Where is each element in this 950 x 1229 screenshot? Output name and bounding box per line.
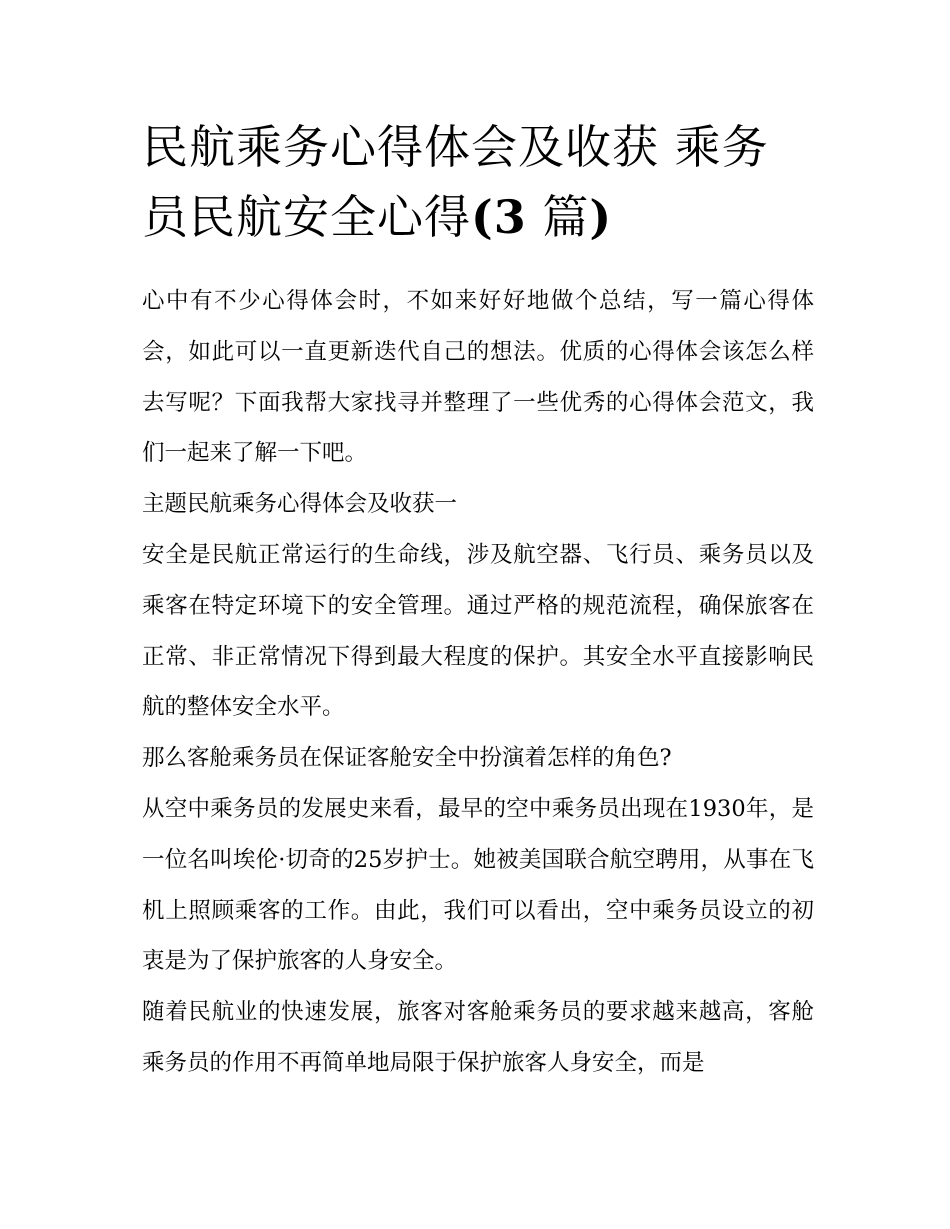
title-line-2-unit: 篇 <box>542 190 590 244</box>
title-line-2-close: ) <box>589 190 613 244</box>
paragraph-history: 从空中乘务员的发展史来看，最早的空中乘务员出现在1930年，是一位名叫埃伦·切奇的25岁护士。她被美国联合航空聘用，从事在飞机上照顾乘客的工作。由此，我们可以看出，空中乘务员设立的初衷是为了保护旅客的人身安全。 <box>142 795 814 975</box>
paragraph-question: 那么客舱乘务员在保证客舱安全中扮演着怎样的角色? <box>142 745 672 772</box>
title-line-2-count: (3 <box>471 190 527 244</box>
document-body <box>142 276 814 1089</box>
paragraph-development: 随着民航业的快速发展，旅客对客舱乘务员的要求越来越高，客舱乘务员的作用不再简单地局限于保护旅客人身安全，而是 <box>142 999 814 1076</box>
paragraph-section-heading: 主题民航乘务心得体会及收获一 <box>142 491 458 518</box>
document-title <box>142 112 814 252</box>
paragraph-safety: 安全是民航正常运行的生命线，涉及航空器、飞行员、乘务员以及乘客在特定环境下的安全管理。通过严格的规范流程，确保旅客在正常、非正常情况下得到最大程度的保护。其安全水平直接影响民航的整体安全水平。 <box>142 541 814 721</box>
title-line-2-prefix: 员民航安全心得 <box>142 190 471 244</box>
title-line-1: 民航乘务心得体会及收获 乘务 <box>142 120 769 174</box>
document-page <box>142 112 814 1089</box>
paragraph-intro: 心中有不少心得体会时，不如来好好地做个总结，写一篇心得体会，如此可以一直更新迭代自己的想法。优质的心得体会该怎么样去写呢？下面我帮大家找寻并整理了一些优秀的心得体会范文，我们一起来了解一下吧。 <box>142 288 814 467</box>
